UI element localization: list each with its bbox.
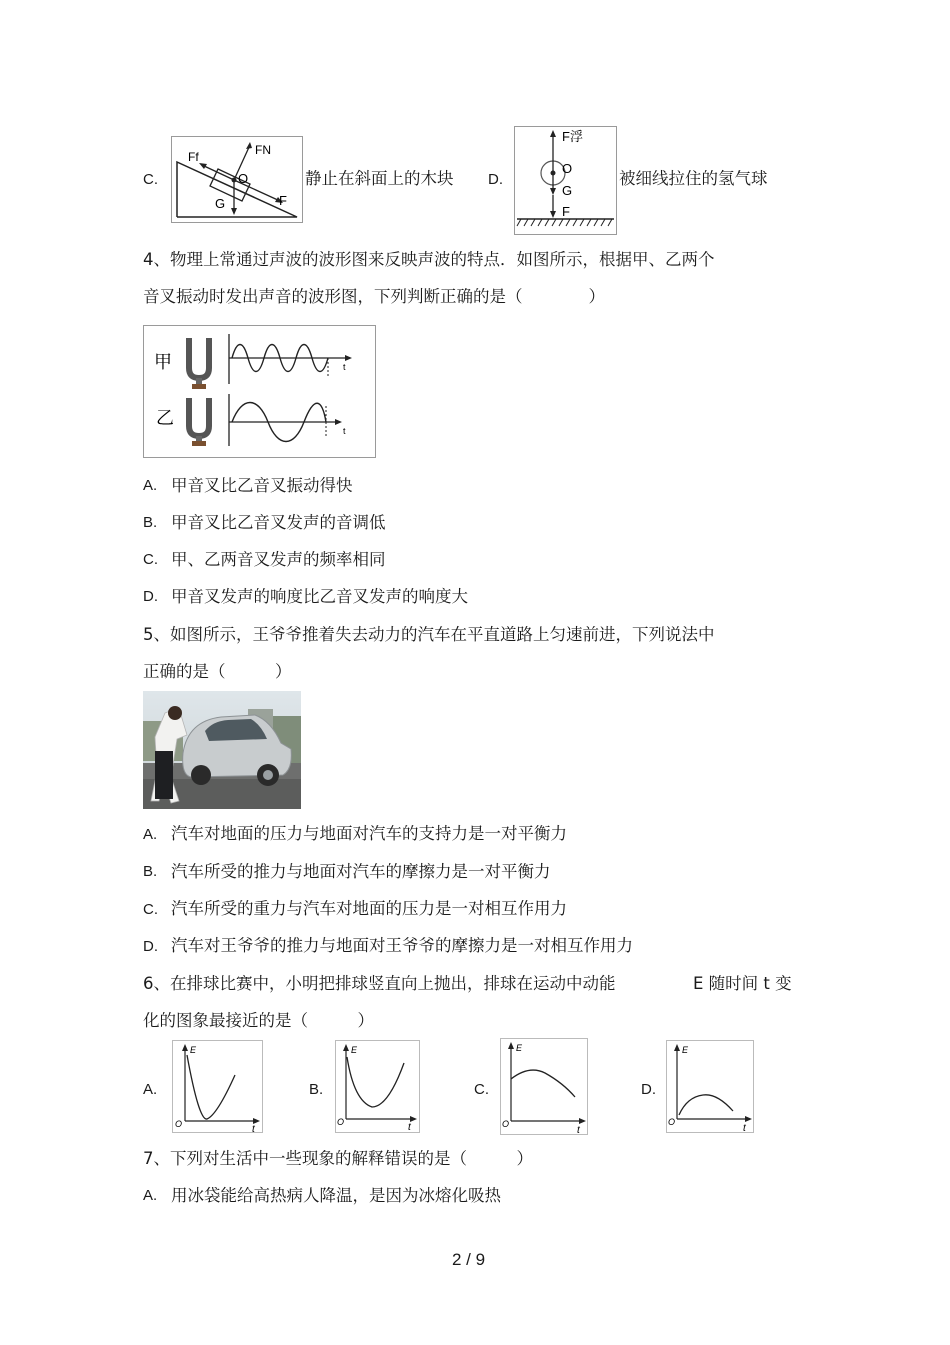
graph-b-label: B. [309,1081,324,1098]
t-axis-label: t [577,1125,580,1134]
e-axis-label: E [516,1043,523,1053]
tuning-fork-icon [189,338,209,389]
q5-option-c-text: 汽车所受的重力与汽车对地面的压力是一对相互作用力 [171,899,567,918]
q6-stem-line1a: 6、在排球比赛中，小明把排球竖直向上抛出，排球在运动中动能 [143,974,616,993]
balloon-figure [514,126,617,235]
option-d-text: 被细线拉住的氢气球 [619,169,768,188]
origin-label: O [175,1119,183,1129]
q4-stem-line1: 4、物理上常通过声波的波形图来反映声波的特点．如图所示，根据甲、乙两个 [143,250,715,269]
ff-label: Ff [188,150,199,164]
option-c-label: C. [143,171,158,188]
graph-c-label: C. [474,1081,489,1098]
f-label: F [562,204,570,219]
origin-label: O [337,1117,345,1127]
q4-option-c-label: C. [143,551,158,568]
graph-d-label: D. [641,1081,656,1098]
q4-option-c-text: 甲、乙两音叉发声的频率相同 [171,550,386,569]
t-axis-label: t [743,1123,746,1132]
origin-label: O [668,1117,676,1127]
q4-stem-line2: 音叉振动时发出声音的波形图，下列判断正确的是（ ） [143,287,605,306]
q5-option-b-label: B. [143,863,158,880]
q5-option-c-label: C. [143,901,158,918]
q6-stem-line1b: E 随时间 t 变 [693,974,792,993]
o-label: O [562,161,573,176]
t-axis-label: t [343,426,346,436]
e-axis-label: E [682,1045,689,1055]
tuning-fork-icon [189,398,209,446]
q4-option-b-text: 甲音叉比乙音叉发声的音调低 [171,513,386,532]
page-number: 2 / 9 [452,1250,486,1269]
graph-a-label: A. [143,1081,158,1098]
t-axis-label: t [343,362,346,372]
q5-option-a-text: 汽车对地面的压力与地面对汽车的支持力是一对平衡力 [171,824,567,843]
o-label: O [238,171,249,186]
jia-label: 甲 [154,352,172,372]
origin-label: O [502,1119,510,1129]
e-axis-label: E [190,1045,197,1055]
q5-stem-line1: 5、如图所示，王爷爷推着失去动力的汽车在平直道路上匀速前进，下列说法中 [143,625,715,644]
incline-block-figure [171,136,303,223]
q6-stem-line2: 化的图象最接近的是（ ） [143,1011,374,1030]
f-label: F [279,193,287,208]
t-axis-label: t [408,1122,411,1132]
fn-label: FN [255,143,271,157]
q4-option-a-text: 甲音叉比乙音叉振动得快 [171,476,353,495]
q4-option-d-text: 甲音叉发声的响度比乙音叉发声的响度大 [171,587,468,606]
graph-d [666,1040,754,1133]
q7-stem: 7、下列对生活中一些现象的解释错误的是（ ） [143,1149,533,1168]
f-buoyancy-label: F浮 [562,129,583,144]
q5-option-a-label: A. [143,826,158,843]
t-axis-label: t [252,1124,255,1132]
q5-option-d-text: 汽车对王爷爷的推力与地面对王爷爷的摩擦力是一对相互作用力 [171,936,633,955]
car-pushing-photo [143,691,301,809]
graph-b [335,1040,420,1133]
q7-option-a-label: A. [143,1187,158,1204]
q5-option-d-label: D. [143,938,158,955]
q4-option-b-label: B. [143,514,158,531]
yi-label: 乙 [156,408,174,428]
g-label: G [562,183,573,198]
q5-stem-line2: 正确的是（ ） [143,662,292,681]
q5-option-b-text: 汽车所受的推力与地面对汽车的摩擦力是一对平衡力 [171,862,551,881]
graph-a [172,1040,263,1133]
e-axis-label: E [351,1045,358,1055]
q7-option-a-text: 用冰袋能给高热病人降温，是因为冰熔化吸热 [171,1186,501,1205]
q4-option-a-label: A. [143,477,158,494]
g-label: G [215,196,226,211]
option-d-label: D. [488,171,503,188]
tuning-fork-figure [143,325,376,458]
q4-option-d-label: D. [143,588,158,605]
graph-c [500,1038,588,1135]
option-c-text: 静止在斜面上的木块 [305,169,454,188]
